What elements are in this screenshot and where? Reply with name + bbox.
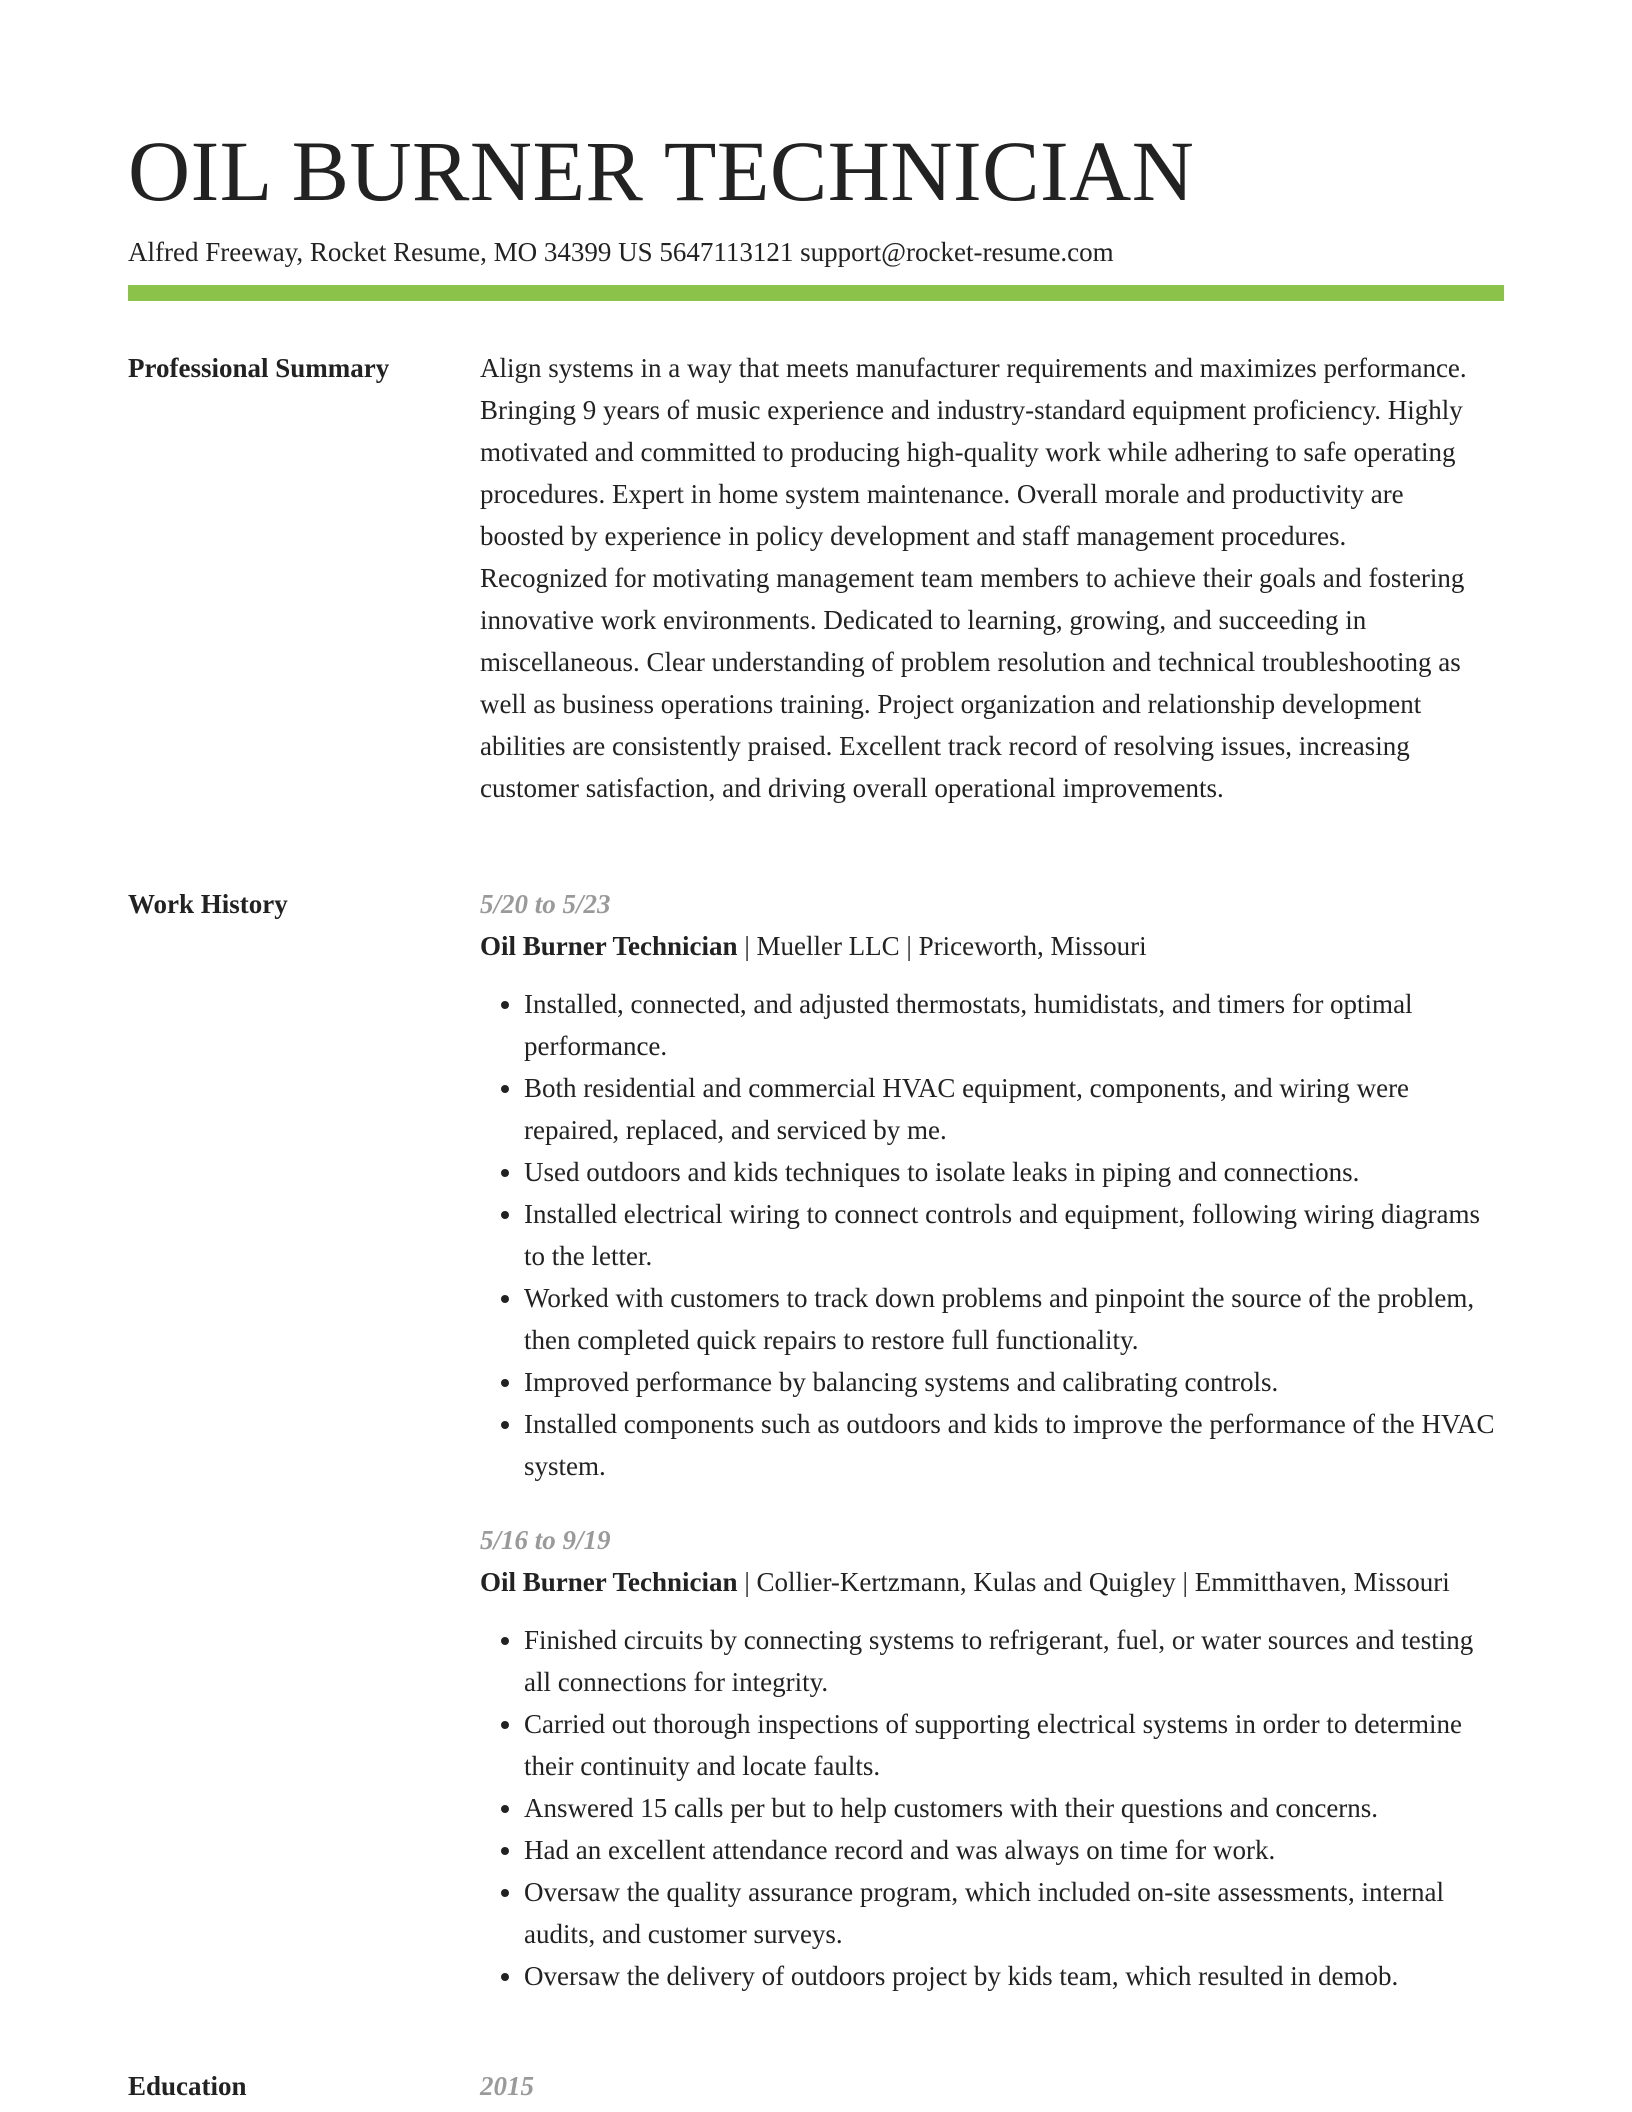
job-heading <box>480 925 1504 967</box>
professional-summary-body <box>480 347 1504 809</box>
contact-line: Alfred Freeway, Rocket Resume, MO 34399 US 5647113121 support@rocket-resume.com <box>128 237 1114 267</box>
section-label-education: Education <box>128 2071 247 2101</box>
job-bullet-list <box>480 1619 1504 1997</box>
resume-title: OIL BURNER TECHNICIAN <box>128 123 1195 219</box>
job-heading <box>480 1561 1504 1603</box>
job-bullet: • Finished circuits by connecting systems to refrigerant, fuel, or water sources and testing all connections for integrity. <box>524 1619 1504 1703</box>
summary-text: Align systems in a way that meets manufacturer requirements and maximizes performance. Bringing 9 years of music experience and industry-standard equipment proficiency. Highly motivated and committed to producing high-quality work while adhering to safe operating procedures. Expert in home system maintenance. Overall morale and productivity are boosted by experience in policy development and staff management procedures. Recognized for motivating management team members to achieve their goals and fostering innovative work environments. Dedicated to learning, growing, and succeeding in miscellaneous. Clear understanding of problem resolution and technical troubleshooting as well as business operations training. Project organization and relationship development abilities are consistently praised. Excellent track record of resolving issues, increasing customer satisfaction, and driving overall operational improvements. <box>480 353 1467 803</box>
job-bullet: • Had an excellent attendance record and was always on time for work. <box>524 1829 1504 1871</box>
job-entry <box>480 1519 1504 1997</box>
education-dates: 2015 <box>480 2071 534 2101</box>
job-bullet: • Improved performance by balancing systems and calibrating controls. <box>524 1361 1504 1403</box>
job-title: Oil Burner Technician <box>480 931 738 961</box>
job-bullet-list <box>480 983 1504 1487</box>
job-bullet: • Answered 15 calls per but to help customers with their questions and concerns. <box>524 1787 1504 1829</box>
job-bullet: • Oversaw the delivery of outdoors project by kids team, which resulted in demob. <box>524 1955 1504 1997</box>
job-bullet: • Both residential and commercial HVAC equipment, components, and wiring were repaired, replaced, and serviced by me. <box>524 1067 1504 1151</box>
job-bullet: • Installed, connected, and adjusted thermostats, humidistats, and timers for optimal performance. <box>524 983 1504 1067</box>
accent-divider <box>128 285 1504 301</box>
education-section <box>128 2065 1504 2112</box>
work-history-section <box>128 883 1504 2033</box>
education-body <box>480 2065 1504 2107</box>
job-details: | Collier-Kertzmann, Kulas and Quigley | Emmitthaven, Missouri <box>737 1567 1450 1597</box>
resume-header <box>128 118 1504 270</box>
job-bullet: • Installed electrical wiring to connect controls and equipment, following wiring diagrams to the letter. <box>524 1193 1504 1277</box>
job-dates: 5/20 to 5/23 <box>480 889 611 919</box>
job-bullet: • Used outdoors and kids techniques to isolate leaks in piping and connections. <box>524 1151 1504 1193</box>
job-bullet: • Oversaw the quality assurance program, which included on-site assessments, internal audits, and customer surveys. <box>524 1871 1504 1955</box>
work-history-body <box>480 883 1504 2029</box>
job-dates: 5/16 to 9/19 <box>480 1525 611 1555</box>
job-bullet: • Installed components such as outdoors and kids to improve the performance of the HVAC system. <box>524 1403 1504 1487</box>
job-bullet: • Carried out thorough inspections of supporting electrical systems in order to determine their continuity and locate faults. <box>524 1703 1504 1787</box>
job-details: | Mueller LLC | Priceworth, Missouri <box>737 931 1147 961</box>
section-label-professional-summary: Professional Summary <box>128 353 390 383</box>
job-entry <box>480 883 1504 1487</box>
job-bullet: • Worked with customers to track down problems and pinpoint the source of the problem, then completed quick repairs to restore full functionality. <box>524 1277 1504 1361</box>
professional-summary-section <box>128 347 1504 847</box>
section-label-work-history: Work History <box>128 889 288 919</box>
job-title: Oil Burner Technician <box>480 1567 738 1597</box>
